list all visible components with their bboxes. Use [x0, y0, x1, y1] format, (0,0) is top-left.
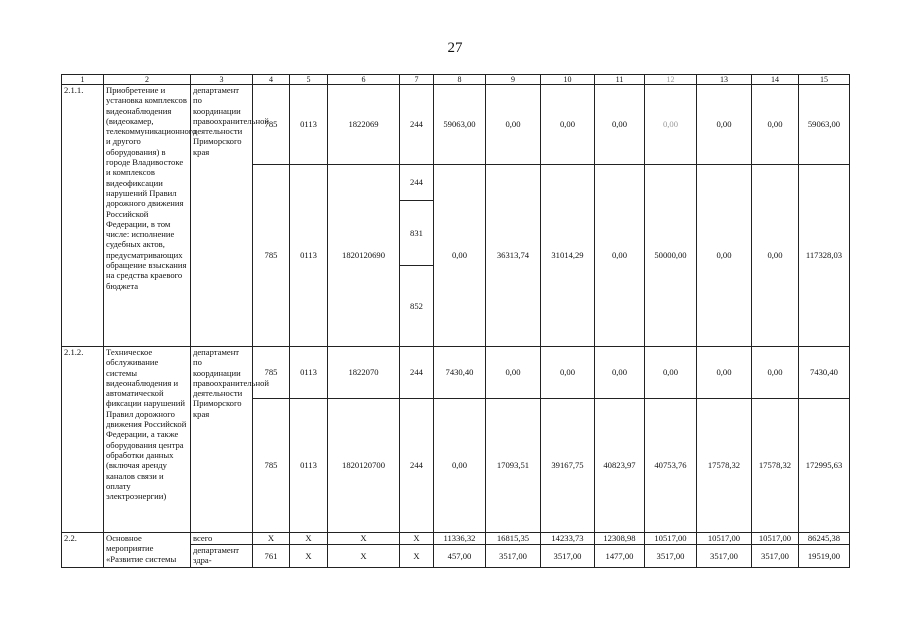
cell-value: 17093,51 [486, 399, 541, 533]
cell-value: 12308,98 [595, 533, 645, 545]
cell-value: 0,00 [595, 165, 645, 347]
cell-vr: 244 [400, 85, 434, 165]
cell-csr: 1822069 [328, 85, 400, 165]
header-cell: 8 [434, 75, 486, 85]
cell-value: 0,00 [434, 399, 486, 533]
cell-value: 0,00 [595, 85, 645, 165]
cell-value: 11336,32 [434, 533, 486, 545]
cell-value: 17578,32 [752, 399, 799, 533]
cell-value: 0,00 [541, 347, 595, 399]
header-cell: 2 [104, 75, 191, 85]
header-cell: 6 [328, 75, 400, 85]
header-cell: 7 [400, 75, 434, 85]
row-name: Техническое обслуживание системы видеонаблюдения и автоматической фиксации нарушений Правил дорожного движения Российской Федерации, а также оборудования центра обработки данных (включая аренду каналов связи и оплату электроэнергии) [104, 347, 191, 533]
cell-value: 39167,75 [541, 399, 595, 533]
table-row [62, 533, 850, 545]
cell-value: 1477,00 [595, 545, 645, 568]
cell-value: 10517,00 [752, 533, 799, 545]
budget-table [61, 74, 850, 568]
cell-total: 117328,03 [799, 165, 850, 347]
cell-value: 457,00 [434, 545, 486, 568]
cell-vr: 852 [400, 266, 434, 347]
cell-value: 0,00 [752, 347, 799, 399]
cell-total: 59063,00 [799, 85, 850, 165]
table-row [62, 347, 850, 399]
row-code: 2.2. [62, 533, 104, 568]
cell-rzpr: X [290, 533, 328, 545]
cell-value: 3517,00 [541, 545, 595, 568]
cell-value: 7430,40 [434, 347, 486, 399]
cell-rzpr: 0113 [290, 165, 328, 347]
row-name: Приобретение и установка комплексов видеонаблюдения (видеокамер, телекоммуникационного и другого оборудования) в городе Владивостоке и комплексов видеофиксации нарушений Правил дорожного движения Российской Федерации, в том числе: исполнение судебных актов, предусматривающих обращение взыскания на средства краевого бюджета [104, 85, 191, 347]
header-cell: 4 [253, 75, 290, 85]
row-executor: департамент по координации правоохранительной деятельности Приморского края [191, 347, 253, 533]
cell-value: 0,00 [645, 347, 697, 399]
cell-csr: X [328, 545, 400, 568]
page-number: 27 [447, 40, 463, 56]
header-cell: 15 [799, 75, 850, 85]
cell-value: 0,00 [595, 347, 645, 399]
header-cell: 11 [595, 75, 645, 85]
cell-vr: 831 [400, 201, 434, 266]
cell-vr: 244 [400, 347, 434, 399]
row-code: 2.1.2. [62, 347, 104, 533]
header-cell: 1 [62, 75, 104, 85]
cell-rzpr: 0113 [290, 85, 328, 165]
cell-grbs: 761 [253, 545, 290, 568]
row-name: Основное мероприятие «Развитие системы [104, 533, 191, 568]
row-executor: департамент по координации правоохранительной деятельности Приморского края [191, 85, 253, 347]
cell-rzpr: 0113 [290, 399, 328, 533]
cell-value: 59063,00 [434, 85, 486, 165]
cell-total: 7430,40 [799, 347, 850, 399]
cell-grbs: 785 [253, 165, 290, 347]
cell-total: 86245,38 [799, 533, 850, 545]
cell-value: 0,00 [697, 85, 752, 165]
cell-value: 10517,00 [645, 533, 697, 545]
cell-value: 0,00 [541, 85, 595, 165]
cell-csr: 1820120700 [328, 399, 400, 533]
cell-value: 40753,76 [645, 399, 697, 533]
cell-value: 0,00 [645, 85, 697, 165]
cell-value: 17578,32 [697, 399, 752, 533]
cell-rzpr: X [290, 545, 328, 568]
cell-value: 10517,00 [697, 533, 752, 545]
table-row [62, 85, 850, 165]
cell-value: 40823,97 [595, 399, 645, 533]
cell-vr: X [400, 545, 434, 568]
header-row [62, 75, 850, 85]
cell-vr: 244 [400, 165, 434, 201]
cell-value: 36313,74 [486, 165, 541, 347]
cell-value: 0,00 [697, 165, 752, 347]
row-code: 2.1.1. [62, 85, 104, 347]
cell-value: 0,00 [434, 165, 486, 347]
cell-value: 3517,00 [752, 545, 799, 568]
cell-grbs: 785 [253, 399, 290, 533]
header-cell: 14 [752, 75, 799, 85]
cell-total: 172995,63 [799, 399, 850, 533]
header-cell: 12 [645, 75, 697, 85]
cell-rzpr: 0113 [290, 347, 328, 399]
cell-grbs: 785 [253, 347, 290, 399]
cell-csr: 1822070 [328, 347, 400, 399]
header-cell: 3 [191, 75, 253, 85]
cell-value: 0,00 [752, 85, 799, 165]
cell-value: 31014,29 [541, 165, 595, 347]
cell-value: 0,00 [486, 85, 541, 165]
cell-value: 50000,00 [645, 165, 697, 347]
cell-grbs: X [253, 533, 290, 545]
header-cell: 13 [697, 75, 752, 85]
cell-vr: 244 [400, 399, 434, 533]
cell-vr: X [400, 533, 434, 545]
cell-csr: 1820120690 [328, 165, 400, 347]
cell-total: 19519,00 [799, 545, 850, 568]
header-cell: 10 [541, 75, 595, 85]
cell-value: 0,00 [752, 165, 799, 347]
cell-value: 16815,35 [486, 533, 541, 545]
cell-grbs: 785 [253, 85, 290, 165]
cell-value: 0,00 [486, 347, 541, 399]
cell-value: 3517,00 [486, 545, 541, 568]
cell-csr: X [328, 533, 400, 545]
cell-value: 3517,00 [645, 545, 697, 568]
cell-value: 0,00 [697, 347, 752, 399]
cell-value: 14233,73 [541, 533, 595, 545]
row-total-label: всего [191, 533, 253, 545]
header-cell: 9 [486, 75, 541, 85]
cell-value: 3517,00 [697, 545, 752, 568]
header-cell: 5 [290, 75, 328, 85]
row-executor: департамент здра- [191, 545, 253, 568]
